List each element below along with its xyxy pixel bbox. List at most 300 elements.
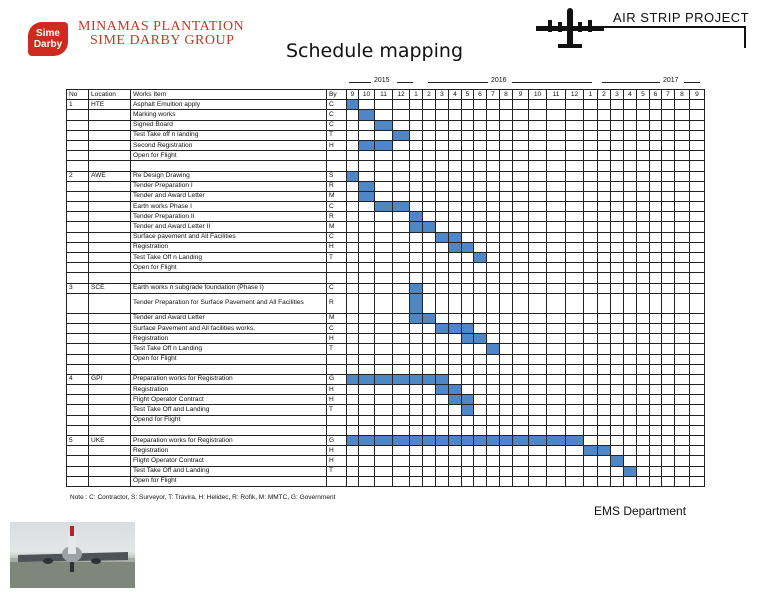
gantt-cell [436,140,449,150]
gantt-cell [474,415,487,425]
gantt-cell [584,130,598,140]
gantt-bar-cell [359,436,375,446]
gantt-cell [611,191,624,201]
gantt-cell [624,191,637,201]
gantt-cell [566,293,584,313]
gantt-cell [513,191,529,201]
gantt-cell [375,385,393,395]
gantt-cell [474,222,487,232]
month-header: 2 [598,90,611,100]
row-no [67,415,89,425]
row-by: H [327,140,347,150]
gantt-cell [423,253,436,263]
gantt-cell [650,263,662,273]
year-label-2015: 2015 [374,77,390,84]
gantt-cell [662,425,675,435]
company-name [78,20,244,48]
gantt-cell [487,202,500,212]
row-no [67,242,89,252]
gantt-cell [487,242,500,252]
year-label-2017: 2017 [663,77,679,84]
gantt-cell [675,425,690,435]
gantt-cell [474,181,487,191]
gantt-cell [436,313,449,323]
row-no: 4 [67,374,89,384]
gantt-cell [637,354,650,364]
gantt-cell [650,293,662,313]
gantt-cell [500,476,513,486]
gantt-cell [611,171,624,181]
row-no: 3 [67,283,89,293]
row-no: 5 [67,436,89,446]
gantt-cell [624,212,637,222]
gantt-bar-cell [347,436,359,446]
gantt-cell [690,151,705,161]
gantt-cell [449,334,462,344]
gantt-cell [662,191,675,201]
gantt-cell [359,446,375,456]
airplane-icon [534,6,606,52]
gantt-bar-cell [449,385,462,395]
gantt-cell [423,242,436,252]
gantt-cell [449,415,462,425]
gantt-cell [637,140,650,150]
gantt-cell [611,313,624,323]
gantt-cell [436,466,449,476]
gantt-bar-cell [474,253,487,263]
gantt-cell [393,415,410,425]
row-no [67,456,89,466]
year-line [602,82,660,83]
row-no [67,253,89,263]
row-work-item: Tender Preparation for Surface Pavement and All Facilities [131,293,327,313]
gantt-cell [462,466,474,476]
gantt-cell [529,466,547,476]
gantt-cell [662,436,675,446]
gantt-cell [547,263,566,273]
gantt-cell [529,120,547,130]
schedule-row [67,161,705,171]
gantt-cell [500,253,513,263]
gantt-cell [347,323,359,333]
gantt-cell [662,466,675,476]
gantt-cell [410,405,423,415]
gantt-cell [436,151,449,161]
gantt-cell [624,151,637,161]
gantt-cell [690,374,705,384]
row-work-item: Tender and Award Letter II [131,222,327,232]
gantt-cell [375,181,393,191]
gantt-cell [624,354,637,364]
gantt-cell [375,323,393,333]
row-location [89,212,131,222]
year-line [512,82,592,83]
row-no [67,110,89,120]
gantt-cell [690,181,705,191]
gantt-cell [513,415,529,425]
schedule-row [67,253,705,263]
gantt-cell [584,212,598,222]
gantt-cell [675,466,690,476]
month-header: 5 [637,90,650,100]
gantt-cell [529,110,547,120]
schedule-row [67,385,705,395]
gantt-cell [598,415,611,425]
row-location [89,253,131,263]
gantt-cell [347,415,359,425]
gantt-bar-cell [347,171,359,181]
gantt-cell [436,181,449,191]
gantt-cell [611,253,624,263]
gantt-cell [611,100,624,110]
gantt-cell [347,476,359,486]
gantt-cell [675,120,690,130]
gantt-cell [624,425,637,435]
gantt-cell [410,476,423,486]
gantt-cell [436,212,449,222]
gantt-cell [584,171,598,181]
row-location [89,344,131,354]
gantt-cell [637,161,650,171]
gantt-cell [566,466,584,476]
gantt-cell [598,263,611,273]
gantt-cell [513,283,529,293]
gantt-cell [436,395,449,405]
gantt-bar-cell [436,232,449,242]
schedule-row [67,191,705,201]
airplane-photo [10,522,135,588]
gantt-bar-cell [375,202,393,212]
gantt-cell [566,222,584,232]
row-no [67,446,89,456]
gantt-cell [650,161,662,171]
gantt-cell [487,191,500,201]
gantt-cell [436,344,449,354]
gantt-cell [662,110,675,120]
gantt-cell [529,222,547,232]
gantt-cell [347,344,359,354]
gantt-cell [375,456,393,466]
gantt-cell [584,395,598,405]
gantt-cell [624,120,637,130]
gantt-cell [637,151,650,161]
schedule-row [67,110,705,120]
schedule-row [67,171,705,181]
row-by: H [327,334,347,344]
gantt-cell [584,385,598,395]
schedule-row [67,263,705,273]
gantt-cell [410,140,423,150]
gantt-cell [650,212,662,222]
gantt-bar-cell [500,436,513,446]
row-by: G [327,374,347,384]
gantt-cell [637,273,650,283]
gantt-cell [359,120,375,130]
gantt-cell [611,374,624,384]
gantt-cell [487,110,500,120]
gantt-cell [650,130,662,140]
gantt-cell [611,425,624,435]
gantt-cell [566,385,584,395]
gantt-cell [513,120,529,130]
year-line [684,82,700,83]
row-location [89,323,131,333]
gantt-cell [598,191,611,201]
gantt-cell [513,151,529,161]
gantt-cell [529,405,547,415]
gantt-cell [393,354,410,364]
gantt-cell [500,364,513,374]
gantt-cell [436,446,449,456]
gantt-cell [611,323,624,333]
gantt-cell [393,344,410,354]
month-header: 9 [513,90,529,100]
row-by: C [327,202,347,212]
gantt-cell [462,120,474,130]
gantt-cell [423,120,436,130]
gantt-cell [359,130,375,140]
col-header-work-item: Works Item [131,90,327,100]
gantt-cell [462,374,474,384]
row-location [89,466,131,476]
gantt-cell [500,181,513,191]
gantt-cell [662,385,675,395]
gantt-cell [650,364,662,374]
gantt-cell [650,334,662,344]
gantt-cell [566,181,584,191]
row-work-item: Test Take Off n Landing [131,344,327,354]
gantt-cell [690,161,705,171]
row-location [89,263,131,273]
row-location [89,202,131,212]
gantt-cell [566,323,584,333]
gantt-cell [423,130,436,140]
gantt-cell [449,374,462,384]
gantt-cell [500,202,513,212]
gantt-cell [410,446,423,456]
gantt-cell [662,202,675,212]
gantt-cell [375,232,393,242]
gantt-cell [547,334,566,344]
gantt-cell [624,232,637,242]
gantt-cell [462,202,474,212]
gantt-cell [529,334,547,344]
row-no: 1 [67,100,89,110]
gantt-cell [547,212,566,222]
gantt-cell [547,253,566,263]
gantt-cell [690,385,705,395]
gantt-cell [598,171,611,181]
gantt-cell [359,283,375,293]
gantt-cell [436,364,449,374]
gantt-cell [410,334,423,344]
gantt-cell [547,161,566,171]
gantt-cell [410,242,423,252]
gantt-cell [584,466,598,476]
gantt-cell [598,130,611,140]
gantt-cell [410,425,423,435]
gantt-cell [529,283,547,293]
row-no [67,232,89,242]
gantt-cell [423,456,436,466]
schedule-row [67,232,705,242]
gantt-cell [566,446,584,456]
row-location [89,191,131,201]
gantt-cell [474,283,487,293]
gantt-cell [598,344,611,354]
gantt-cell [690,405,705,415]
gantt-cell [375,242,393,252]
gantt-cell [529,151,547,161]
row-location [89,385,131,395]
month-header: 4 [449,90,462,100]
row-no [67,313,89,323]
gantt-cell [584,405,598,415]
gantt-cell [529,415,547,425]
schedule-row [67,202,705,212]
gantt-cell [529,232,547,242]
gantt-cell [529,253,547,263]
gantt-bar-cell [449,395,462,405]
gantt-cell [547,100,566,110]
gantt-cell [611,181,624,191]
gantt-cell [449,191,462,201]
gantt-cell [584,222,598,232]
gantt-cell [359,466,375,476]
row-by: M [327,222,347,232]
gantt-cell [690,446,705,456]
gantt-cell [393,425,410,435]
gantt-cell [393,293,410,313]
gantt-cell [347,446,359,456]
gantt-cell [662,476,675,486]
gantt-cell [462,222,474,232]
gantt-bar-cell [423,313,436,323]
row-no [67,161,89,171]
gantt-cell [462,273,474,283]
gantt-cell [624,374,637,384]
row-work-item: Test Take Off and Landing [131,405,327,415]
gantt-cell [637,334,650,344]
gantt-cell [436,415,449,425]
gantt-cell [513,202,529,212]
gantt-cell [662,283,675,293]
gantt-cell [637,242,650,252]
gantt-cell [611,263,624,273]
gantt-cell [547,110,566,120]
gantt-cell [375,476,393,486]
gantt-cell [423,466,436,476]
gantt-cell [436,222,449,232]
gantt-cell [598,395,611,405]
gantt-cell [547,222,566,232]
gantt-cell [375,395,393,405]
row-location [89,354,131,364]
gantt-cell [487,151,500,161]
gantt-cell [500,415,513,425]
gantt-cell [598,232,611,242]
gantt-cell [462,415,474,425]
gantt-cell [423,110,436,120]
gantt-bar-cell [462,334,474,344]
gantt-cell [410,273,423,283]
row-work-item: Earth works Phase I [131,202,327,212]
gantt-bar-cell [449,323,462,333]
gantt-cell [487,181,500,191]
gantt-cell [650,100,662,110]
row-by [327,415,347,425]
gantt-cell [359,323,375,333]
gantt-cell [675,354,690,364]
schedule-row [67,425,705,435]
gantt-cell [449,151,462,161]
schedule-row [67,181,705,191]
gantt-bar-cell [624,466,637,476]
gantt-cell [375,344,393,354]
gantt-cell [624,415,637,425]
row-no [67,181,89,191]
row-no [67,120,89,130]
row-no: 2 [67,171,89,181]
gantt-cell [423,181,436,191]
gantt-cell [347,120,359,130]
gantt-cell [436,191,449,201]
gantt-cell [690,273,705,283]
gantt-cell [690,415,705,425]
gantt-cell [598,181,611,191]
gantt-cell [513,212,529,222]
gantt-cell [347,456,359,466]
gantt-cell [359,334,375,344]
gantt-cell [650,436,662,446]
gantt-cell [423,202,436,212]
gantt-cell [566,313,584,323]
gantt-bar-cell [513,436,529,446]
gantt-cell [436,354,449,364]
gantt-cell [637,436,650,446]
gantt-cell [375,425,393,435]
logo-text-1: Sime [36,28,60,39]
gantt-cell [474,100,487,110]
schedule-row [67,151,705,161]
gantt-cell [611,293,624,313]
gantt-cell [547,130,566,140]
gantt-cell [500,283,513,293]
row-no [67,323,89,333]
month-header: 9 [347,90,359,100]
gantt-cell [423,100,436,110]
gantt-cell [462,212,474,222]
gantt-cell [690,456,705,466]
gantt-cell [675,446,690,456]
gantt-cell [584,323,598,333]
gantt-cell [611,283,624,293]
gantt-cell [690,354,705,364]
gantt-cell [359,222,375,232]
gantt-cell [474,446,487,456]
header-row [67,90,705,100]
gantt-cell [423,425,436,435]
schedule-row [67,374,705,384]
gantt-bar-cell [359,181,375,191]
gantt-cell [547,283,566,293]
gantt-cell [675,191,690,201]
gantt-cell [410,202,423,212]
gantt-cell [584,253,598,263]
row-location [89,405,131,415]
gantt-bar-cell [547,436,566,446]
gantt-cell [487,334,500,344]
